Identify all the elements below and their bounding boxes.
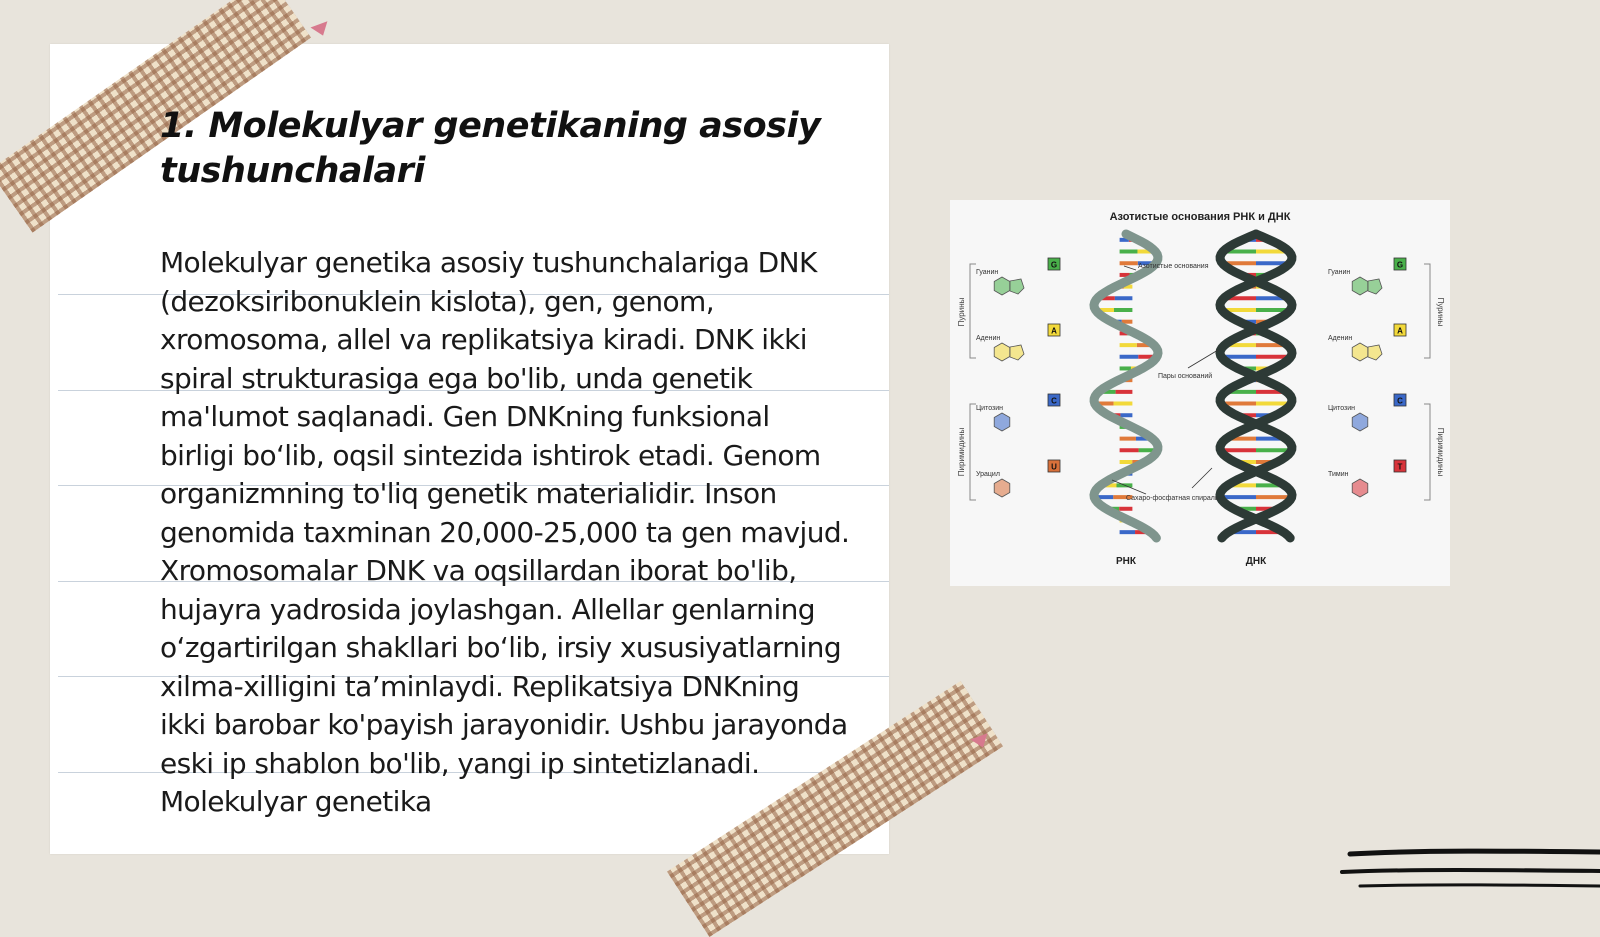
left-group-bottom-label: Пиримидины bbox=[957, 427, 966, 477]
dna-label: ДНК bbox=[1245, 556, 1267, 567]
base-molecule-icon bbox=[994, 479, 1010, 497]
annotation-line bbox=[1192, 468, 1212, 488]
base-molecule-icon bbox=[994, 343, 1010, 361]
base-letter-c: C bbox=[1397, 396, 1403, 406]
base-molecule-icon bbox=[1352, 343, 1368, 361]
slide-title: 1. Molekulyar genetikaning asosiy tushunchalari bbox=[160, 106, 821, 191]
base-letter-u: U bbox=[1051, 462, 1057, 472]
annotation-bases: Азотистые основания bbox=[1138, 263, 1209, 270]
base-letter-g: G bbox=[1396, 260, 1404, 270]
left-group-top-label: Пурины bbox=[957, 297, 966, 327]
annotation-pairs: Пары оснований bbox=[1158, 373, 1213, 380]
figure-title: Азотистые основания РНК и ДНК bbox=[1109, 211, 1291, 223]
right-group-bottom-label: Пиримидины bbox=[1436, 427, 1445, 477]
base-name-a: Аденин bbox=[976, 335, 1001, 342]
bracket-left-bottom bbox=[970, 404, 976, 500]
base-name-g: Гуанин bbox=[976, 269, 999, 276]
right-bases bbox=[1328, 258, 1406, 497]
base-letter-g: G bbox=[1050, 260, 1058, 270]
dna-helix bbox=[1220, 234, 1292, 538]
annotation-line bbox=[1188, 350, 1218, 368]
dna-rna-diagram bbox=[950, 200, 1450, 586]
rna-label: РНК bbox=[1116, 556, 1136, 567]
base-molecule-ring-icon bbox=[1010, 279, 1024, 294]
base-letter-t: T bbox=[1397, 462, 1403, 472]
bracket-right-top bbox=[1424, 264, 1430, 358]
dna-rna-figure bbox=[950, 200, 1450, 586]
base-molecule-ring-icon bbox=[1368, 279, 1382, 294]
base-molecule-icon bbox=[1352, 413, 1368, 431]
slide-body-text: Molekulyar genetika asosiy tushunchalariga DNK (dezoksiribonuklein kislota), gen, genom, xromosoma, allel va replikatsiya kiradi. DNK ikki spiral strukturasiga ega bo'lib, unda genetik ma'lumot saqlanadi. Gen DNKning funksional birligi bo‘lib, oqsil sintezida ishtirok etadi. Genom organizmning to'liq genetik materialidir. Inson genomida taxminan 20,000-25,000 ta gen mavjud. Xromosomalar DNK va oqsillardan iborat bo'lib, hujayra yadrosida joylashgan. Allellar genlarning o‘zgartirilgan shakllari bo‘lib, irsiy xususiyatlarning xilma-xilligini ta’minlaydi. Replikatsiya DNKning ikki barobar ko'payish jarayonidir. Ushbu jarayonda eski ip shablon bo'lib, yangi ip sintetizlanadi. Molekulyar genetika bbox=[160, 246, 850, 818]
base-name-g: Гуанин bbox=[1328, 269, 1351, 276]
base-molecule-icon bbox=[1352, 479, 1368, 497]
base-name-u: Урацил bbox=[976, 471, 1000, 478]
sugar-phosphate-strand bbox=[1094, 234, 1158, 538]
base-name-a: Аденин bbox=[1328, 335, 1353, 342]
base-name-c: Цитозин bbox=[976, 405, 1004, 412]
base-molecule-icon bbox=[1352, 277, 1368, 295]
base-molecule-ring-icon bbox=[1368, 345, 1382, 360]
right-group-top-label: Пурины bbox=[1436, 297, 1445, 327]
annotation-line bbox=[1124, 266, 1136, 270]
base-letter-a: A bbox=[1397, 326, 1403, 336]
brush-strokes-decoration bbox=[1340, 840, 1600, 900]
base-letter-a: A bbox=[1051, 326, 1057, 336]
rna-helix bbox=[1094, 234, 1158, 538]
base-letter-c: C bbox=[1051, 396, 1057, 406]
base-name-t: Тимин bbox=[1328, 471, 1349, 478]
base-molecule-ring-icon bbox=[1010, 345, 1024, 360]
bracket-left-top bbox=[970, 264, 976, 358]
base-molecule-icon bbox=[994, 277, 1010, 295]
annotation-backbone: Сахаро-фосфатная спираль bbox=[1126, 495, 1219, 502]
base-molecule-icon bbox=[994, 413, 1010, 431]
base-name-c: Цитозин bbox=[1328, 405, 1356, 412]
bracket-right-bottom bbox=[1424, 404, 1430, 500]
pin-icon bbox=[310, 21, 331, 38]
left-bases bbox=[976, 258, 1060, 497]
